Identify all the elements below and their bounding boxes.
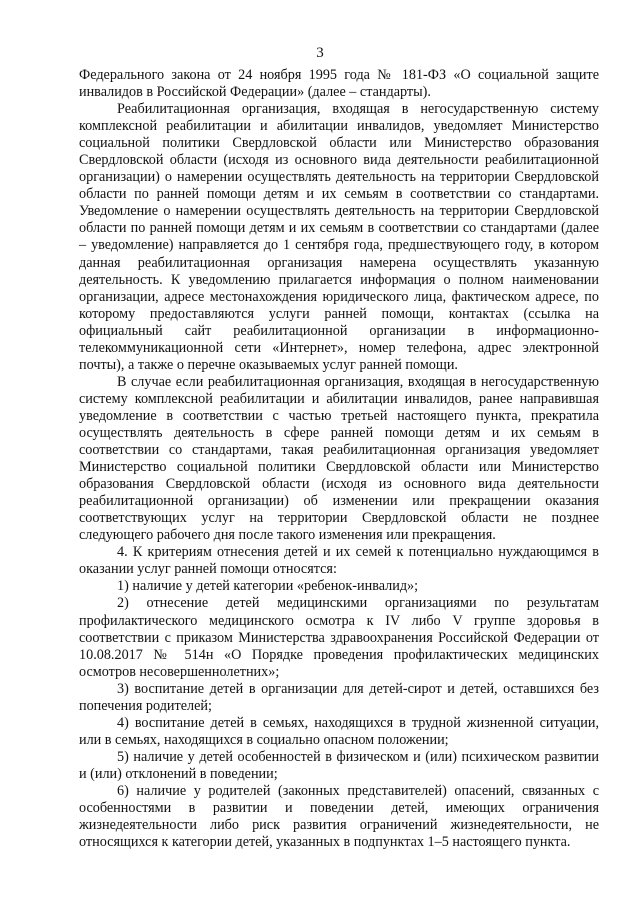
page-number: 3 [316, 45, 324, 61]
list-item-criterion-4: 4) воспитание детей в семьях, находящихся в трудной жизненной ситуации, или в семьях, находящихся в социально опасном положении; [79, 714, 599, 748]
paragraph-termination-notice: В случае если реабилитационная организация, входящая в негосударственную систему комплексной реабилитации и абилитации инвалидов, ранее направившая уведомление в соответствии с частью третьей настоящего пункта, прекратила осуществлять деятельность в сфере ранней помощи детям и их семьям в соответствии со стандартами, такая реабилитационная организация уведомляет Министерство социальной политики Свердловской области или Министерство образования Свердловской области (исходя из основного вида деятельности реабилитационной организации) об изменении или прекращении оказания соответствующих услуг на территории Свердловской области не позднее следующего рабочего дня после такого изменения или прекращения. [79, 373, 599, 544]
list-item-criterion-1: 1) наличие у детей категории «ребенок-инвалид»; [117, 578, 419, 595]
document-body [79, 67, 599, 851]
list-item-criterion-6: 6) наличие у родителей (законных представителей) опасений, связанных с особенностями в развитии и поведении детей, имеющих ограничения жизнедеятельности либо риск развития ограничений жизнедеятельности, не относящихся к категории детей, указанных в подпунктах 1–5 настоящего пункта. [79, 782, 599, 851]
paragraph-law-reference: Федерального закона от 24 ноября 1995 года № 181-ФЗ «О социальной защите инвалидов в Российской Федерации» (далее – стандарты). [79, 67, 599, 101]
paragraph-criteria-heading: 4. К критериям отнесения детей и их семей к потенциально нуждающимся в оказании услуг ранней помощи относятся: [79, 544, 599, 578]
list-item-criterion-5: 5) наличие у детей особенностей в физическом и (или) психическом развитии и (или) отклонений в поведении; [79, 748, 599, 782]
paragraph-notification-procedure: Реабилитационная организация, входящая в негосударственную систему комплексной реабилитации и абилитации инвалидов, уведомляет Министерство социальной политики Свердловской области или Министерство образования Свердловской области (исходя из основного вида деятельности реабилитационной организации) о намерении осуществлять деятельность на территории Свердловской области по ранней помощи детям и их семьям в соответствии со стандартами. Уведомление о намерении осуществлять деятельность на территории Свердловской области по ранней помощи детям и их семьям в соответствии со стандартами (далее – уведомление) направляется до 1 сентября года, предшествующего году, в котором данная реабилитационная организация намерена осуществлять указанную деятельность. К уведомлению прилагается информация о полном наименовании организации, адресе местонахождения юридического лица, фактическом адресе, по которому предоставляются услуги ранней помощи, контактах (ссылка на официальный сайт реабилитационной организации в информационно-телекоммуникационной сети «Интернет», номер телефона, адрес электронной почты), а также о перечне оказываемых услуг ранней помощи. [79, 101, 599, 373]
list-item-criterion-3: 3) воспитание детей в организации для детей-сирот и детей, оставшихся без попечения родителей; [79, 680, 599, 714]
list-item-criterion-2: 2) отнесение детей медицинскими организациями по результатам профилактического медицинского осмотра к IV либо V группе здоровья в соответствии с приказом Министерства здравоохранения Российской Федерации от 10.08.2017 № 514н «О Порядке проведения профилактических медицинских осмотров несовершеннолетних»; [79, 595, 599, 680]
